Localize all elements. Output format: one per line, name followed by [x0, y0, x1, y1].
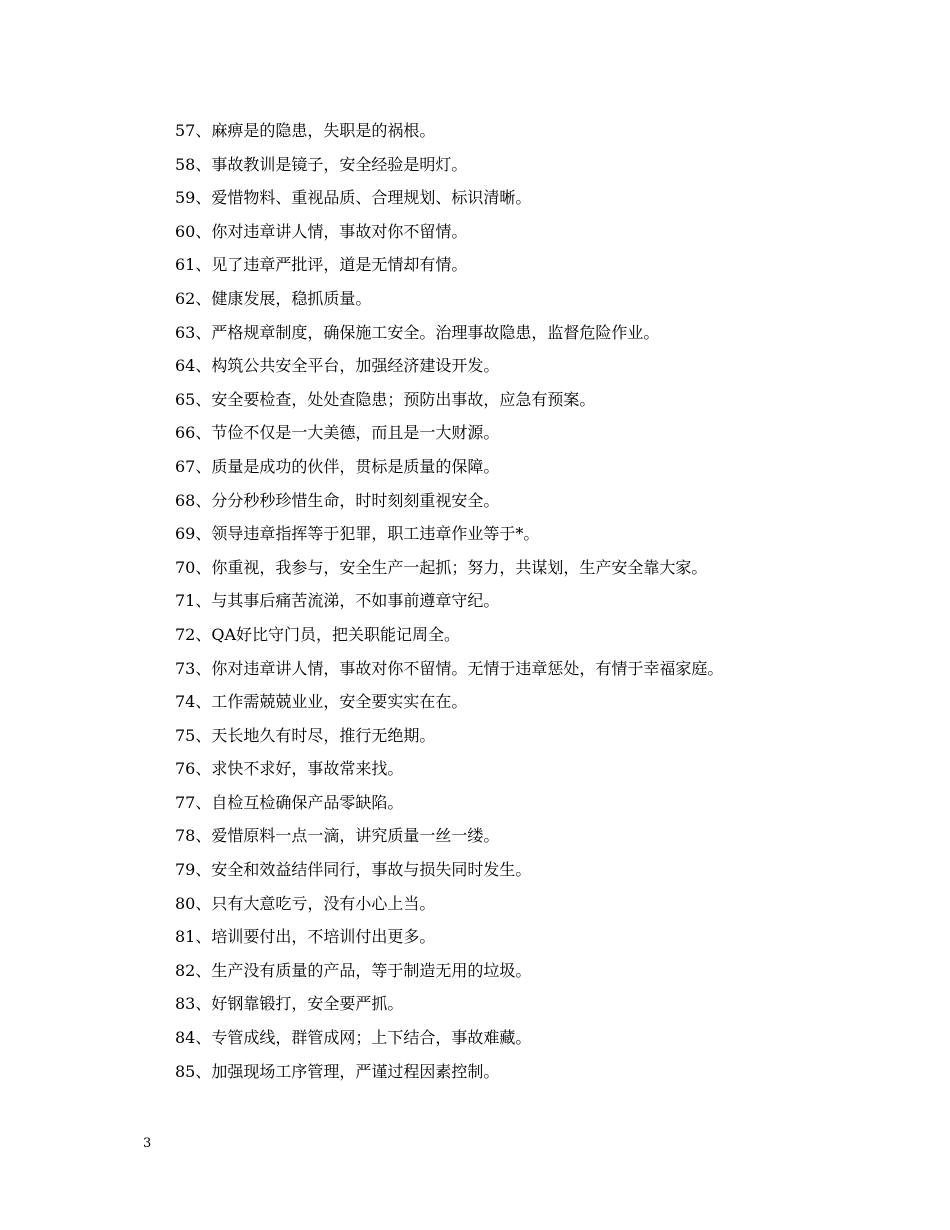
list-item: 71、与其事后痛苦流涕，不如事前遵章守纪。 — [175, 591, 500, 611]
list-item: 60、你对违章讲人情，事故对你不留情。 — [175, 221, 468, 241]
list-item: 61、见了违章严批评，道是无情却有情。 — [175, 255, 468, 275]
list-item: 68、分分秒秒珍惜生命，时时刻刻重视安全。 — [175, 490, 500, 510]
list-item: 75、天长地久有时尽，推行无绝期。 — [175, 725, 436, 745]
list-item: 84、专管成线，群管成网；上下结合，事故难藏。 — [175, 1028, 532, 1048]
list-item: 78、爱惜原料一点一滴，讲究质量一丝一缕。 — [175, 826, 500, 846]
list-item: 79、安全和效益结伴同行，事故与损失同时发生。 — [175, 860, 532, 880]
page-number: 3 — [143, 1136, 152, 1151]
list-item: 80、只有大意吃亏，没有小心上当。 — [175, 893, 436, 913]
list-item: 66、节俭不仅是一大美德，而且是一大财源。 — [175, 423, 500, 443]
list-item: 82、生产没有质量的产品，等于制造无用的垃圾。 — [175, 960, 532, 980]
list-item: 64、构筑公共安全平台，加强经济建设开发。 — [175, 356, 500, 376]
list-item: 73、你对违章讲人情，事故对你不留情。无情于违章惩处，有情于幸福家庭。 — [175, 658, 724, 678]
list-item: 77、自检互检确保产品零缺陷。 — [175, 792, 404, 812]
list-item: 58、事故教训是镜子，安全经验是明灯。 — [175, 154, 468, 174]
list-item: 70、你重视，我参与，安全生产一起抓；努力，共谋划，生产安全靠大家。 — [175, 557, 708, 577]
slogan-list — [175, 119, 895, 1093]
list-item: 67、质量是成功的伙伴，贯标是质量的保障。 — [175, 456, 500, 476]
list-item: 74、工作需兢兢业业，安全要实实在在。 — [175, 692, 468, 712]
list-item: 69、领导违章指挥等于犯罪，职工违章作业等于*。 — [175, 524, 540, 544]
list-item: 76、求快不求好，事故常来找。 — [175, 759, 404, 779]
list-item: 63、严格规章制度，确保施工安全。治理事故隐患，监督危险作业。 — [175, 322, 660, 342]
list-item: 59、爱惜物料、重视品质、合理规划、标识清晰。 — [175, 188, 532, 208]
list-item: 57、麻痹是的隐患，失职是的祸根。 — [175, 121, 436, 140]
list-item: 62、健康发展，稳抓质量。 — [175, 288, 372, 308]
list-item: 85、加强现场工序管理，严谨过程因素控制。 — [175, 1061, 500, 1081]
list-item: 83、好钢靠锻打，安全要严抓。 — [175, 994, 404, 1014]
list-item: 81、培训要付出，不培训付出更多。 — [175, 927, 436, 947]
list-item: 65、安全要检查，处处查隐患；预防出事故，应急有预案。 — [175, 389, 596, 409]
list-item: 72、QA好比守门员，把关职能记周全。 — [175, 624, 461, 644]
